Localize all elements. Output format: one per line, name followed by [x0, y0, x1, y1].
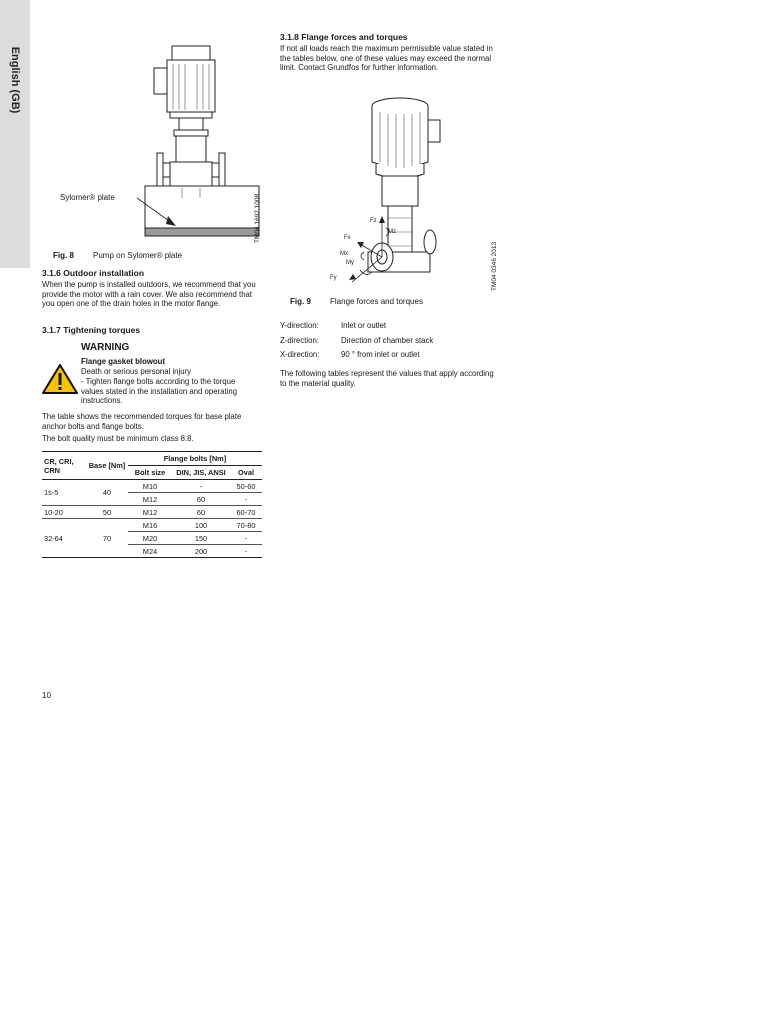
warning-triangle-icon	[42, 364, 78, 394]
torques-text-2: The bolt quality must be minimum class 8.8.	[42, 434, 194, 443]
cell-type: 32-64	[44, 533, 63, 543]
table-row	[42, 519, 262, 532]
fig9-label-my: My	[346, 260, 354, 266]
fig9-label-mx: Mx	[340, 251, 348, 257]
table-row	[42, 480, 262, 493]
col-flange: Flange bolts [Nm]	[128, 452, 262, 466]
language-tab	[0, 0, 30, 268]
cell-type: 1s-5	[44, 488, 59, 497]
fig9-label-fz: Fz	[370, 218, 377, 224]
col-type: CR, CRI, CRN	[44, 456, 74, 475]
fig8-caption	[53, 251, 182, 260]
sylomer-plate-label: Sylomer® plate	[60, 193, 115, 202]
warning-subtitle: Flange gasket blowout	[81, 357, 166, 366]
col-din: DIN, JIS, ANSI	[176, 468, 226, 477]
cell-oval: 60-70	[236, 507, 256, 517]
direction-key: Z-direction:	[280, 335, 319, 345]
col-base: Base [Nm]	[88, 461, 126, 470]
cell-bolt: M12	[142, 494, 158, 504]
cell-oval: -	[244, 546, 248, 556]
torques-heading: 3.1.7 Tightening torques	[42, 325, 141, 335]
direction-key: X-direction:	[280, 350, 320, 359]
outdoor-text: When the pump is installed outdoors, we recommend that you provide the motor with a rain cover. We also recommend that you open one of the drain holes in the motor flange.	[42, 280, 256, 309]
cell-bolt: M20	[142, 533, 158, 543]
fig9-label-mz: Mz	[388, 229, 396, 235]
cell-base: 50	[102, 507, 112, 517]
outdoor-heading: 3.1.6 Outdoor installation	[42, 268, 145, 278]
cell-bolt: M16	[142, 520, 158, 530]
pump-figure-8	[42, 38, 267, 243]
cell-din: 60	[196, 507, 206, 517]
direction-key: Y-direction:	[280, 321, 319, 330]
fig8-caption-text: Pump on Sylomer® plate	[93, 251, 183, 260]
table-row	[42, 506, 262, 519]
fig8-number: Fig. 8	[53, 251, 74, 260]
cell-bolt: M12	[142, 507, 158, 517]
cell-din: -	[199, 481, 203, 491]
direction-value: Inlet or outlet	[341, 321, 387, 330]
torque-table	[42, 451, 262, 558]
fig9-number: Fig. 9	[290, 297, 311, 306]
direction-value: Direction of chamber stack	[341, 335, 434, 345]
fig9-caption-text: Flange forces and torques	[330, 297, 423, 306]
language-label: English (GB)	[9, 46, 21, 114]
cell-base: 40	[102, 488, 112, 497]
torques-text-1: The table shows the recommended torques for base plate anchor bolts and flange bolts.	[42, 412, 242, 431]
cell-oval: -	[244, 533, 248, 543]
fig9-caption	[290, 297, 423, 306]
direction-value: 90 ° from inlet or outlet	[341, 350, 420, 359]
fig8-tm-code: TM04 1692 1008	[254, 193, 261, 243]
direction-row-z	[280, 336, 433, 351]
flange-text: If not all loads reach the maximum permissible value stated in the tables below, one of these values may exceed the normal limit. Contact Grundfos for further information.	[280, 44, 493, 73]
cell-din: 150	[194, 533, 208, 543]
cell-bolt: M24	[142, 546, 158, 556]
warning-line: Death or serious personal injury	[81, 367, 192, 376]
page-number: 10	[42, 691, 51, 700]
warning-title: WARNING	[81, 342, 130, 353]
fig9-tm-code: TM04 0346 2013	[491, 241, 498, 291]
warning-bullet: - Tighten flange bolts according to the torque values stated in the installation and operating instructions.	[81, 377, 238, 406]
following-text: The following tables represent the values that apply according to the material quality.	[280, 369, 494, 388]
cell-bolt: M10	[142, 481, 158, 491]
col-oval: Oval	[237, 468, 255, 477]
fig9-label-fy: Fy	[330, 275, 337, 281]
direction-list	[280, 321, 433, 365]
direction-row-x	[280, 350, 433, 365]
cell-din: 100	[194, 520, 208, 530]
col-bolt: Bolt size	[134, 468, 166, 477]
cell-din: 200	[194, 546, 208, 556]
direction-row-y	[280, 321, 433, 336]
cell-oval: 70-80	[236, 520, 256, 530]
pump-figure-9	[330, 92, 445, 282]
flange-heading: 3.1.8 Flange forces and torques	[280, 32, 408, 42]
cell-din: 60	[196, 494, 206, 504]
cell-base: 70	[102, 533, 112, 543]
cell-oval: 50-60	[236, 481, 256, 491]
cell-oval: -	[244, 494, 248, 504]
cell-type: 10-20	[44, 507, 63, 517]
fig9-label-fx: Fx	[344, 235, 351, 241]
